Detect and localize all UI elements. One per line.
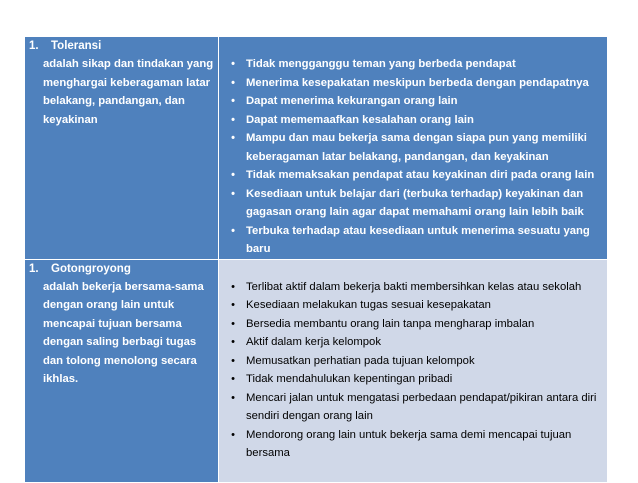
bullet-icon: • (231, 95, 235, 107)
indicator-item (219, 111, 607, 130)
indicator-text: Tidak memaksakan pendapat atau keyakinan diri pada orang lain (246, 169, 595, 181)
indicator-list (219, 260, 607, 463)
indicator-text: Bersedia membantu orang lain tanpa mengharap imbalan (246, 317, 535, 330)
indicator-item (219, 55, 607, 74)
bullet-icon: • (231, 224, 235, 237)
values-table (24, 36, 608, 483)
indicator-item (219, 92, 607, 111)
indicator-item (219, 74, 607, 93)
indicator-list (219, 37, 607, 259)
bullet-icon: • (231, 169, 235, 181)
indicator-item (219, 426, 607, 463)
bullet-icon: • (231, 113, 235, 126)
indicator-cell (219, 259, 608, 482)
indicator-item (219, 166, 607, 185)
bullet-icon: • (231, 132, 235, 144)
bullet-icon: • (231, 58, 235, 70)
value-title: Toleransi (51, 40, 102, 52)
value-title: Gotongroyong (51, 262, 131, 275)
indicator-text: Menerima kesepakatan meskipun berbeda dengan pendapatnya (246, 76, 589, 89)
bullet-icon: • (231, 280, 235, 293)
value-heading (25, 37, 218, 55)
indicator-text: Mampu dan mau bekerja sama dengan siapa pun yang memiliki keberagaman latar belakang, pandangan, dan keyakinan (246, 132, 587, 163)
bullet-icon: • (231, 373, 235, 385)
value-number: 1. (29, 262, 39, 275)
indicator-text: Aktif dalam kerja kelompok (246, 336, 381, 348)
indicator-item (219, 278, 607, 297)
bullet-icon: • (231, 299, 235, 311)
indicator-item (219, 129, 607, 166)
bullet-icon: • (231, 354, 235, 367)
bullet-icon: • (231, 76, 235, 89)
table-row-gotongroyong (25, 259, 608, 482)
bullet-icon: • (231, 187, 235, 200)
bullet-icon: • (231, 336, 235, 348)
table-row-toleransi (25, 37, 608, 260)
indicator-text: Tidak mengganggu teman yang berbeda pendapat (246, 58, 516, 70)
indicator-text: Kesediaan untuk belajar dari (terbuka terhadap) keyakinan dan gagasan orang lain agar dapat memahami orang lain lebih baik (246, 187, 584, 218)
indicator-text: Dapat menerima kekurangan orang lain (246, 95, 458, 107)
indicator-text: Kesediaan melakukan tugas sesuai kesepakatan (246, 299, 491, 311)
indicator-text: Terlibat aktif dalam bekerja bakti membersihkan kelas atau sekolah (246, 280, 582, 293)
indicator-text: Mencari jalan untuk mengatasi perbedaan pendapat/pikiran antara diri sendiri dengan orang lain (246, 391, 597, 422)
indicator-item (219, 185, 607, 222)
indicator-item (219, 296, 607, 315)
indicator-item (219, 389, 607, 426)
indicator-text: Dapat mememaafkan kesalahan orang lain (246, 113, 474, 126)
value-number: 1. (29, 40, 39, 52)
bullet-icon: • (231, 391, 235, 404)
indicator-item (219, 222, 607, 259)
bullet-icon: • (231, 317, 235, 330)
value-description: adalah bekerja bersama-sama dengan orang lain untuk mencapai tujuan bersama dengan saling berbagi tugas dan tolong menolong secara ikhlas. (43, 280, 204, 385)
indicator-item (219, 315, 607, 334)
bullet-icon: • (231, 428, 235, 441)
value-description: adalah sikap dan tindakan yang menghargai keberagaman latar belakang, pandangan, dan keyakinan (43, 58, 214, 126)
indicator-text: Mendorong orang lain untuk bekerja sama demi mencapai tujuan bersama (246, 428, 572, 459)
indicator-text: Tidak mendahulukan kepentingan pribadi (246, 373, 453, 385)
indicator-item (219, 333, 607, 352)
value-heading (25, 260, 218, 278)
indicator-text: Terbuka terhadap atau kesediaan untuk menerima sesuatu yang baru (246, 224, 590, 255)
indicator-item (219, 352, 607, 371)
value-definition-cell (25, 37, 219, 260)
indicator-item (219, 370, 607, 389)
indicator-text: Memusatkan perhatian pada tujuan kelompok (246, 354, 475, 367)
indicator-cell (219, 37, 608, 260)
value-definition-cell (25, 259, 219, 482)
